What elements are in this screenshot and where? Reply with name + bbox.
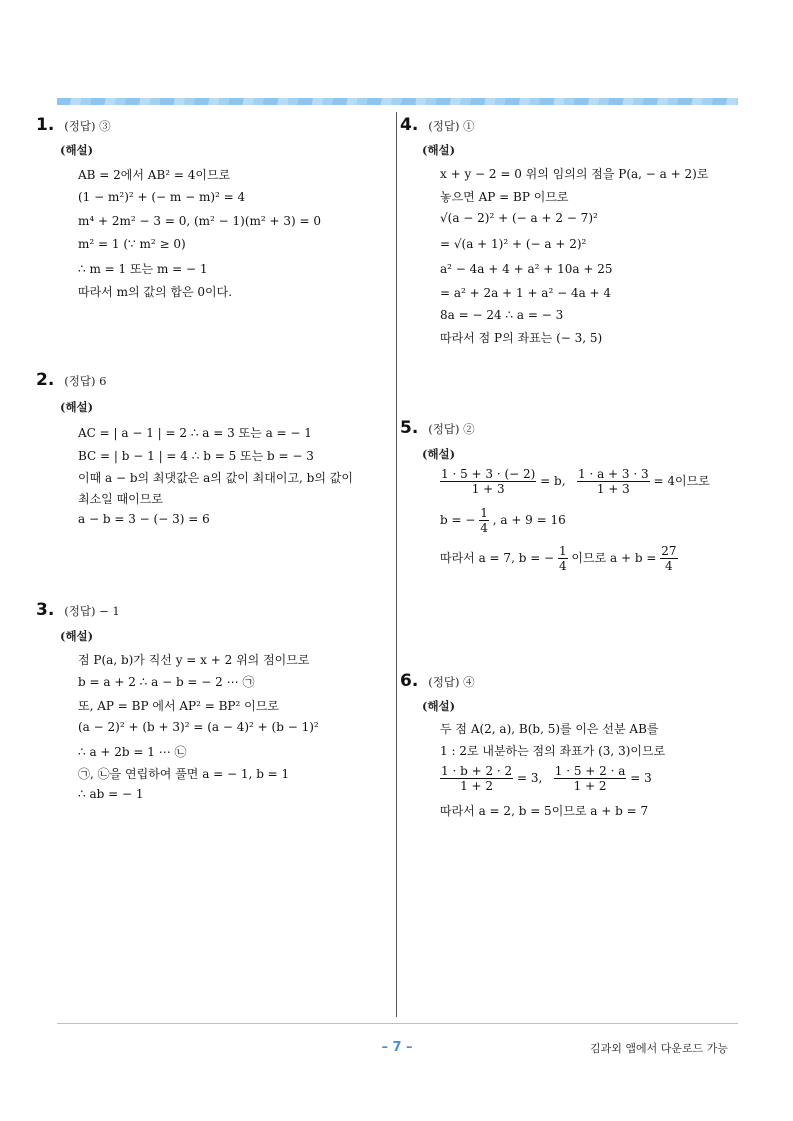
numerator: 1 · a + 3 · 3	[578, 467, 649, 481]
denominator: 1 + 3	[596, 482, 630, 496]
solution-label: (해설)	[422, 143, 456, 157]
fraction	[554, 764, 627, 793]
problem-number: 2.	[36, 370, 55, 390]
problem-1	[36, 115, 111, 135]
denominator: 4	[480, 521, 488, 535]
numerator: 1 · 5 + 3 · (− 2)	[441, 467, 536, 481]
denominator: 1 + 2	[573, 779, 607, 793]
problem-6	[400, 671, 475, 691]
solution-line: m⁴ + 2m² − 3 = 0, (m² − 1)(m² + 3) = 0	[78, 214, 322, 228]
fraction-line	[440, 506, 566, 535]
column-divider	[396, 112, 397, 1017]
problem-number: 3.	[36, 600, 55, 620]
solution-line: 두 점 A(2, a), B(b, 5)를 이은 선분 AB를	[440, 722, 659, 736]
problem-1-header	[36, 115, 111, 135]
solution-label: (해설)	[60, 400, 94, 414]
problem-3	[36, 600, 120, 620]
solution-line: 점 P(a, b)가 직선 y = x + 2 위의 점이므로	[78, 653, 310, 667]
fraction	[558, 544, 568, 573]
fraction	[440, 764, 513, 793]
solution-line: b = a + 2 ∴ a − b = − 2 ⋯ ㉠	[78, 675, 255, 689]
problem-5-header	[400, 418, 475, 438]
problem-number: 5.	[400, 418, 419, 438]
equation-text: b = −	[440, 513, 476, 527]
problem-number: 1.	[36, 115, 55, 135]
answer-label: (정답) ④	[428, 675, 475, 689]
solution-line: m² = 1 (∵ m² ≥ 0)	[78, 237, 186, 251]
problem-4	[400, 115, 475, 135]
solution-line: a − b = 3 − (− 3) = 6	[78, 512, 210, 526]
problem-4-header	[400, 115, 475, 135]
solution-line: AB = 2에서 AB² = 4이므로	[78, 168, 231, 182]
fraction	[440, 467, 536, 496]
solution-line: = √(a + 1)² + (− a + 2)²	[440, 237, 587, 251]
numerator: 1 · 5 + 2 · a	[554, 764, 626, 778]
answer-label: (정답) ③	[64, 119, 111, 133]
equation-rhs: = b,	[540, 474, 566, 488]
equation-rhs: = 3	[630, 771, 652, 785]
equation-text: 이므로 a + b =	[571, 551, 657, 565]
footer-note: 김과외 앱에서 다운로드 가능	[589, 1042, 728, 1055]
equation-text: , a + 9 = 16	[492, 513, 566, 527]
solution-line: √(a − 2)² + (− a + 2 − 7)²	[440, 211, 598, 225]
solution-line: 놓으면 AP = BP 이므로	[440, 190, 569, 204]
numerator: 27	[661, 544, 677, 558]
denominator: 4	[665, 559, 673, 573]
answer-label: (정답) 6	[64, 374, 107, 388]
solution-line: 또, AP = BP 에서 AP² = BP² 이므로	[78, 699, 279, 713]
denominator: 1 + 2	[460, 779, 494, 793]
denominator: 4	[558, 559, 567, 573]
fraction-line	[440, 544, 678, 573]
solution-line: 최소일 때이므로	[78, 492, 163, 506]
solution-line: (a − 2)² + (b + 3)² = (a − 4)² + (b − 1)²	[78, 720, 319, 734]
solution-line: x + y − 2 = 0 위의 임의의 점을 P(a, − a + 2)로	[440, 167, 709, 181]
page-number: – 7 –	[381, 1040, 413, 1055]
solution-line: 따라서 a = 2, b = 5이므로 a + b = 7	[440, 804, 649, 818]
solution-line: AC = | a − 1 | = 2 ∴ a = 3 또는 a = − 1	[78, 426, 312, 440]
numerator: 1	[558, 544, 567, 558]
fraction-line	[440, 467, 710, 496]
fraction-line	[440, 764, 652, 793]
numerator: 1 · b + 2 · 2	[441, 764, 513, 778]
footer-rule	[57, 1023, 738, 1024]
problem-3-header	[36, 600, 120, 620]
equation-text: 따라서 a = 7, b = −	[440, 551, 555, 565]
problem-5	[400, 418, 475, 438]
solution-line: 이때 a − b의 최댓값은 a의 값이 최대이고, b의 값이	[78, 471, 353, 485]
problem-2-header	[36, 370, 106, 390]
answer-label: (정답) ①	[428, 119, 475, 133]
problem-number: 4.	[400, 115, 419, 135]
solution-label: (해설)	[422, 447, 456, 461]
solution-label: (해설)	[422, 699, 456, 713]
answer-label: (정답) ②	[428, 422, 475, 436]
fraction	[660, 544, 677, 573]
solution-line: 따라서 m의 값의 합은 0이다.	[78, 285, 233, 299]
solution-label: (해설)	[60, 629, 94, 643]
denominator: 1 + 3	[471, 482, 505, 496]
header-stripe	[57, 98, 738, 105]
problem-6-header	[400, 671, 475, 691]
problem-number: 6.	[400, 671, 419, 691]
answer-label: (정답) − 1	[64, 604, 120, 618]
solution-line: 따라서 점 P의 좌표는 (− 3, 5)	[440, 331, 603, 345]
solution-line: BC = | b − 1 | = 4 ∴ b = 5 또는 b = − 3	[78, 449, 314, 463]
solution-line: (1 − m²)² + (− m − m)² = 4	[78, 190, 246, 204]
equation-rhs: = 4이므로	[653, 474, 710, 488]
fraction	[577, 467, 650, 496]
solution-line: a² − 4a + 4 + a² + 10a + 25	[440, 262, 613, 276]
solution-line: = a² + 2a + 1 + a² − 4a + 4	[440, 286, 612, 300]
numerator: 1	[480, 506, 488, 520]
equation-rhs: = 3,	[516, 771, 543, 785]
solution-line: 8a = − 24 ∴ a = − 3	[440, 308, 564, 322]
solution-line: ∴ m = 1 또는 m = − 1	[78, 262, 208, 276]
solution-line: ∴ ab = − 1	[78, 787, 144, 801]
solution-line: 1 : 2로 내분하는 점의 좌표가 (3, 3)이므로	[440, 744, 666, 758]
fraction	[479, 506, 489, 535]
problem-2	[36, 370, 106, 390]
solution-line: ∴ a + 2b = 1 ⋯ ㉡	[78, 745, 187, 759]
solution-line: ㉠, ㉡을 연립하여 풀면 a = − 1, b = 1	[78, 767, 290, 781]
solution-label: (해설)	[60, 143, 94, 157]
